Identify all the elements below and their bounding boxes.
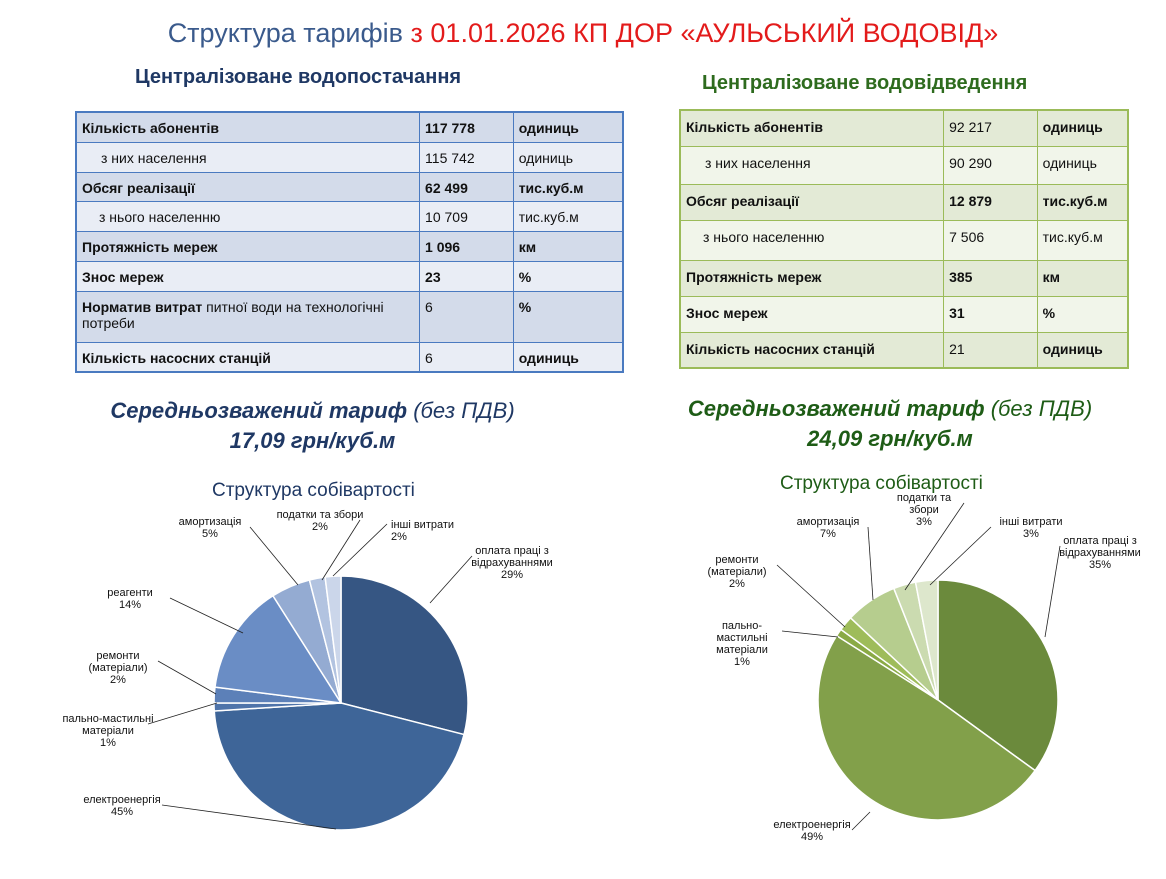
tariff-vat-note: (без ПДВ) [407, 398, 515, 423]
pie-slice-label: ремонти (матеріали) 2% [707, 554, 767, 590]
row-unit: % [513, 291, 623, 342]
pie-slice-label: електроенергія 45% [83, 794, 161, 818]
pie-leader-line [868, 527, 873, 600]
row-label: Кількість абонентів [76, 112, 420, 142]
row-label-rest: питної води на технологічні потреби [82, 298, 384, 331]
pie-leader-line [250, 527, 298, 585]
row-unit: одиниць [1037, 110, 1128, 146]
row-value: 21 [944, 332, 1038, 368]
row-value: 62 499 [420, 172, 514, 201]
tariff-vat-note: (без ПДВ) [984, 396, 1093, 421]
wastewater-section-title: Централізоване водовідведення [702, 72, 1028, 94]
pie-leader-line [148, 703, 217, 724]
water-supply-section-title: Централізоване водопостачання [135, 66, 462, 88]
row-unit: одиниць [513, 142, 623, 172]
row-unit: % [513, 261, 623, 291]
pie-slice-label: пально-мастильні матеріали 1% [62, 713, 154, 749]
row-label: Кількість насосних станцій [76, 342, 420, 372]
row-value: 12 879 [944, 184, 1038, 220]
row-value: 92 217 [944, 110, 1038, 146]
pie-leader-line [905, 503, 964, 590]
pie-leader-line [158, 661, 216, 694]
row-value: 385 [944, 260, 1038, 296]
row-label: Кількість насосних станцій [680, 332, 944, 368]
pie-slice-label: амортизація 5% [178, 516, 242, 540]
row-label: Кількість абонентів [680, 110, 944, 146]
row-label: Протяжність мереж [76, 231, 420, 261]
row-value: 31 [944, 296, 1038, 332]
row-label: Знос мереж [76, 261, 420, 291]
row-unit: одиниць [513, 342, 623, 372]
row-unit: одиниць [1037, 332, 1128, 368]
tariff-heading: Середньозважений тариф [687, 396, 985, 421]
pie-slice-label: податки та збори 3% [896, 492, 952, 528]
row-unit: тис.куб.м [1037, 220, 1128, 260]
row-value: 23 [420, 261, 514, 291]
row-label: з нього населенню [680, 220, 944, 260]
row-value: 6 [420, 342, 514, 372]
row-value: 117 778 [420, 112, 514, 142]
pie-slice-label: інші витрати 2% [391, 519, 455, 543]
pie-slice-label: електроенергія 49% [773, 819, 851, 843]
row-label: Протяжність мереж [680, 260, 944, 296]
row-value: 90 290 [944, 146, 1038, 184]
pie-leader-line [777, 565, 845, 627]
row-unit: % [1037, 296, 1128, 332]
pie-slice-label: ремонти (матеріали) 2% [88, 650, 148, 686]
pie-leader-line [782, 631, 838, 637]
pie-leader-line [1045, 546, 1060, 637]
pie-leader-line [170, 598, 243, 633]
pie-leader-line [852, 812, 870, 830]
page-title-part1: Структура тарифів [167, 18, 404, 48]
pie-slice-label: оплата праці з відрахуваннями 35% [1059, 535, 1141, 571]
row-unit: одиниць [513, 112, 623, 142]
pie-slice-label: податки та збори 2% [276, 509, 364, 533]
water-supply-chart-title: Структура собівартості [212, 480, 415, 501]
tariff-value: 24,09 грн/куб.м [807, 426, 973, 451]
wastewater-chart-title: Структура собівартості [780, 473, 983, 494]
row-unit: тис.куб.м [513, 172, 623, 201]
page-title-part2: з 01.01.2026 КП ДОР «АУЛЬСЬКИЙ ВОДОВІД» [410, 18, 999, 48]
row-label: з нього населенню [76, 201, 420, 231]
row-unit: одиниць [1037, 146, 1128, 184]
pie-chart-2 [707, 492, 1140, 843]
row-value: 1 096 [420, 231, 514, 261]
tariff-value: 17,09 грн/куб.м [229, 428, 396, 453]
row-unit: км [1037, 260, 1128, 296]
row-label-bold: Норматив витрат [82, 298, 203, 315]
row-label: з них населення [680, 146, 944, 184]
row-label: Знос мереж [680, 296, 944, 332]
pie-leader-line [430, 556, 472, 603]
pie-slice-label: інші витрати 3% [999, 516, 1063, 540]
pie-slice-label: реагенти 14% [107, 587, 153, 611]
row-unit: тис.куб.м [513, 201, 623, 231]
row-unit: тис.куб.м [1037, 184, 1128, 220]
pie-leader-line [930, 527, 991, 585]
row-label: Обсяг реалізації [680, 184, 944, 220]
pie-slice-label: оплата праці з відрахуваннями 29% [471, 545, 553, 581]
row-value: 10 709 [420, 201, 514, 231]
pie-slice-label: пально-мастильні матеріали 1% [716, 620, 768, 668]
tariff-heading: Середньозважений тариф [110, 398, 408, 423]
row-label: з них населення [76, 142, 420, 172]
row-value: 115 742 [420, 142, 514, 172]
pie-slice-label: амортизація 7% [796, 516, 860, 540]
pie-chart-1 [62, 509, 552, 830]
row-label: Обсяг реалізації [76, 172, 420, 201]
row-value: 7 506 [944, 220, 1038, 260]
row-unit: км [513, 231, 623, 261]
row-value: 6 [420, 291, 514, 342]
